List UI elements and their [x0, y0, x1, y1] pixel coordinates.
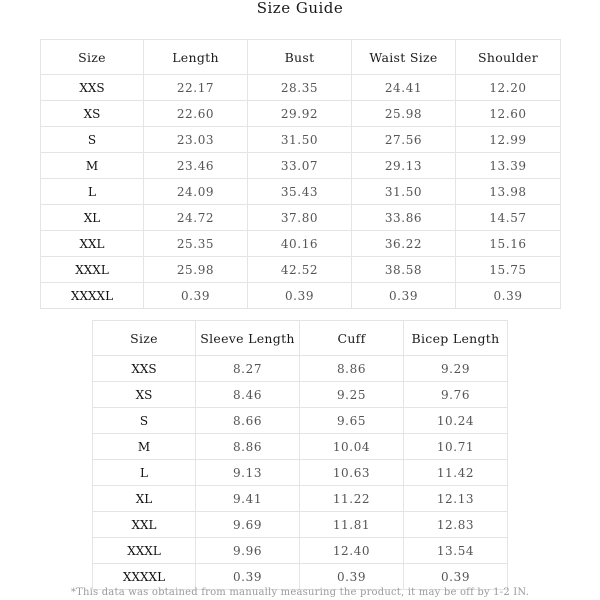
- header-row: [93, 321, 508, 356]
- header-sleeve-length: Sleeve Length: [196, 321, 300, 356]
- measurement-cell: 10.63: [300, 460, 404, 486]
- measurement-cell: 27.56: [352, 127, 456, 153]
- size-table-body: [40, 39, 561, 309]
- header-length: Length: [144, 40, 248, 75]
- measurement-cell: 15.75: [456, 257, 561, 283]
- table-row: [93, 356, 508, 382]
- measurement-cell: 11.81: [300, 512, 404, 538]
- table-row: [93, 538, 508, 564]
- measurement-cell: 13.98: [456, 179, 561, 205]
- measurement-cell: 13.54: [404, 538, 508, 564]
- table-row: [93, 486, 508, 512]
- table-row: [93, 460, 508, 486]
- measurement-cell: 8.86: [300, 356, 404, 382]
- size-label-cell: XXS: [93, 356, 196, 382]
- size-label-cell: M: [41, 153, 144, 179]
- measurement-cell: 22.60: [144, 101, 248, 127]
- size-label-cell: S: [41, 127, 144, 153]
- measurement-cell: 24.72: [144, 205, 248, 231]
- measurement-cell: 0.39: [352, 283, 456, 309]
- measurement-cell: 0.39: [300, 564, 404, 590]
- measurement-cell: 9.65: [300, 408, 404, 434]
- measurement-cell: 12.13: [404, 486, 508, 512]
- measurement-cell: 10.24: [404, 408, 508, 434]
- header-bicep-length: Bicep Length: [404, 321, 508, 356]
- size-label-cell: XXS: [41, 75, 144, 101]
- measurement-cell: 9.96: [196, 538, 300, 564]
- measurement-cell: 28.35: [248, 75, 352, 101]
- measurement-cell: 10.04: [300, 434, 404, 460]
- measurement-cell: 12.40: [300, 538, 404, 564]
- measurement-cell: 10.71: [404, 434, 508, 460]
- measurement-cell: 9.29: [404, 356, 508, 382]
- table-row: [93, 512, 508, 538]
- table-row: [41, 75, 561, 101]
- header-waist-size: Waist Size: [352, 40, 456, 75]
- measurement-cell: 8.66: [196, 408, 300, 434]
- measurement-cell: 0.39: [144, 283, 248, 309]
- header-cuff: Cuff: [300, 321, 404, 356]
- measurement-cell: 33.07: [248, 153, 352, 179]
- measurement-cell: 0.39: [196, 564, 300, 590]
- header-bust: Bust: [248, 40, 352, 75]
- measurement-cell: 9.41: [196, 486, 300, 512]
- measurement-cell: 25.98: [144, 257, 248, 283]
- measurement-cell: 8.46: [196, 382, 300, 408]
- table-row: [41, 153, 561, 179]
- size-label-cell: XL: [41, 205, 144, 231]
- measurement-cell: 0.39: [456, 283, 561, 309]
- size-label-cell: XXXL: [41, 257, 144, 283]
- size-label-cell: S: [93, 408, 196, 434]
- size-label-cell: L: [41, 179, 144, 205]
- size-label-cell: XXL: [93, 512, 196, 538]
- size-label-cell: XXXXL: [41, 283, 144, 309]
- size-label-cell: XXXL: [93, 538, 196, 564]
- measurement-cell: 15.16: [456, 231, 561, 257]
- measurement-cell: 9.76: [404, 382, 508, 408]
- measurement-cell: 0.39: [404, 564, 508, 590]
- measurement-cell: 25.98: [352, 101, 456, 127]
- size-label-cell: XL: [93, 486, 196, 512]
- table-row: [41, 101, 561, 127]
- measurement-cell: 22.17: [144, 75, 248, 101]
- measurement-cell: 23.03: [144, 127, 248, 153]
- measurement-cell: 31.50: [352, 179, 456, 205]
- measurement-cell: 24.09: [144, 179, 248, 205]
- table-row: [41, 179, 561, 205]
- table-row: [41, 283, 561, 309]
- measurement-cell: 40.16: [248, 231, 352, 257]
- measurement-cell: 42.52: [248, 257, 352, 283]
- measurement-cell: 29.13: [352, 153, 456, 179]
- table-row: [41, 257, 561, 283]
- measurement-cell: 37.80: [248, 205, 352, 231]
- measurement-cell: 12.60: [456, 101, 561, 127]
- measurement-cell: 12.83: [404, 512, 508, 538]
- measurement-cell: 12.99: [456, 127, 561, 153]
- measurement-cell: 25.35: [144, 231, 248, 257]
- page-title: Size Guide: [256, 0, 344, 17]
- size-label-cell: XS: [93, 382, 196, 408]
- size-table-sleeve: [92, 320, 508, 590]
- measurement-cell: 13.39: [456, 153, 561, 179]
- header-size: Size: [93, 321, 196, 356]
- table-row: [41, 231, 561, 257]
- measurement-cell: 8.27: [196, 356, 300, 382]
- measurement-cell: 8.86: [196, 434, 300, 460]
- header-row: [41, 40, 561, 75]
- measurement-cell: 35.43: [248, 179, 352, 205]
- header-size: Size: [41, 40, 144, 75]
- measurement-cell: 24.41: [352, 75, 456, 101]
- measurement-cell: 29.92: [248, 101, 352, 127]
- table-row: [41, 205, 561, 231]
- measurement-cell: 9.69: [196, 512, 300, 538]
- measurement-cell: 9.13: [196, 460, 300, 486]
- table-row: [41, 127, 561, 153]
- measurement-cell: 11.42: [404, 460, 508, 486]
- table-row: [93, 564, 508, 590]
- size-label-cell: L: [93, 460, 196, 486]
- size-label-cell: XXL: [41, 231, 144, 257]
- measurement-cell: 12.20: [456, 75, 561, 101]
- measurement-cell: 14.57: [456, 205, 561, 231]
- measurement-cell: 31.50: [248, 127, 352, 153]
- table-row: [93, 434, 508, 460]
- measurement-cell: 11.22: [300, 486, 404, 512]
- table-row: [93, 382, 508, 408]
- table-row: [93, 408, 508, 434]
- header-shoulder: Shoulder: [456, 40, 561, 75]
- measurement-cell: 33.86: [352, 205, 456, 231]
- measurement-cell: 23.46: [144, 153, 248, 179]
- measurement-cell: 38.58: [352, 257, 456, 283]
- size-label-cell: M: [93, 434, 196, 460]
- size-label-cell: XS: [41, 101, 144, 127]
- measurement-cell: 9.25: [300, 382, 404, 408]
- measurement-cell: 0.39: [248, 283, 352, 309]
- measurement-footnote: *This data was obtained from manually measuring the product, it may be off by 1-2 IN.: [70, 587, 530, 598]
- measurement-cell: 36.22: [352, 231, 456, 257]
- size-label-cell: XXXXL: [93, 564, 196, 590]
